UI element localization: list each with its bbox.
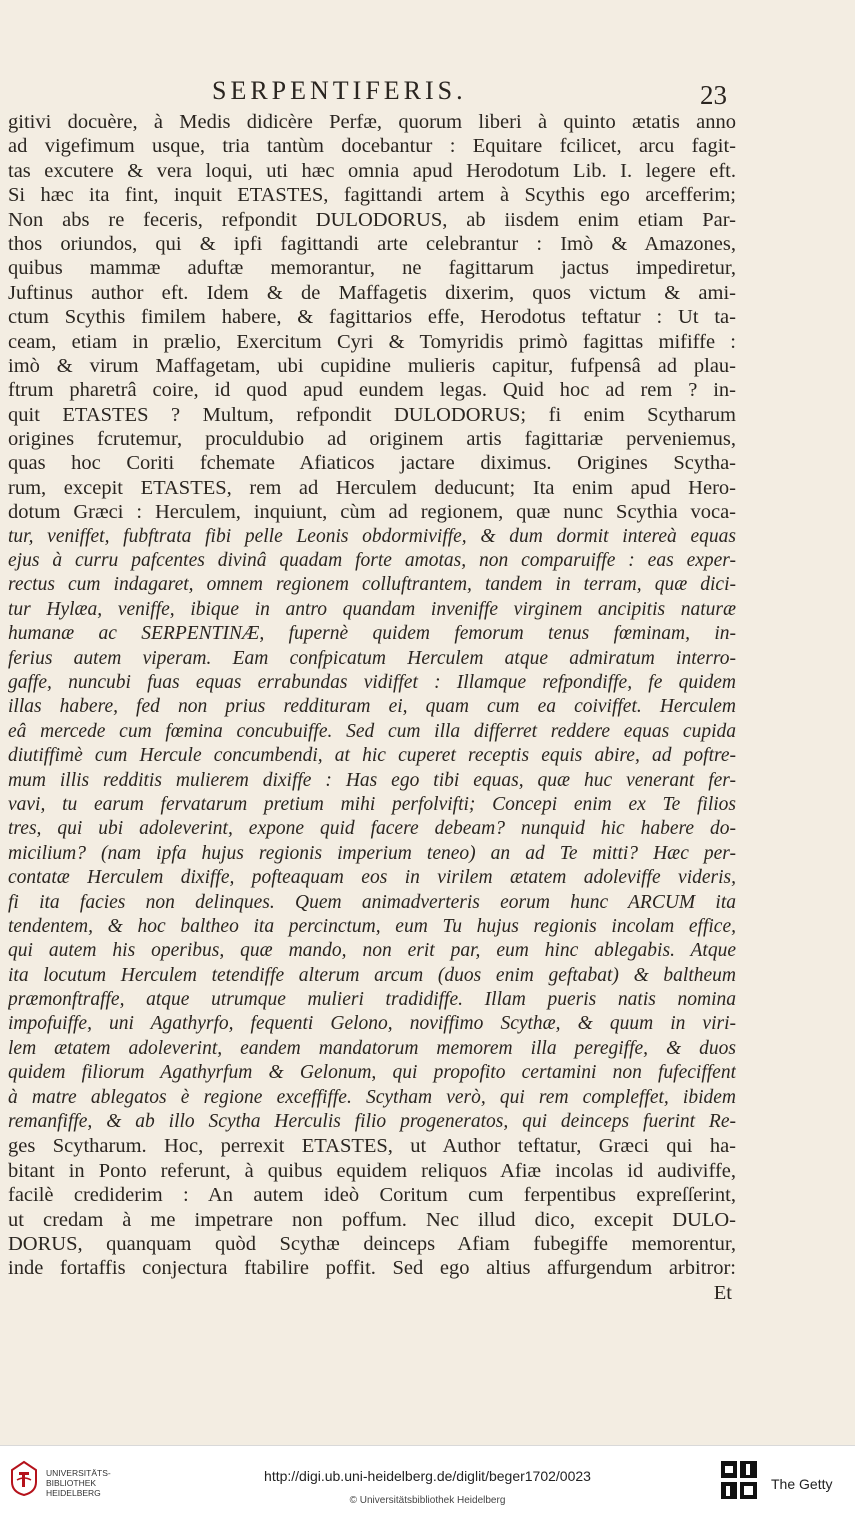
text-line: diutiffimè cum Hercule concumbendi, at hic cuperet receptis equis abire, ad poftre- — [8, 745, 736, 767]
text-line: thos oriundos, qui & ipfi fagittandi arte celebrantur : Imò & Amazones, — [8, 232, 736, 255]
text-line: DORUS, quanquam quòd Scythæ deinceps Afiam fubegiffe memorentur, — [8, 1232, 736, 1255]
text-line: quit ETASTES ? Multum, refpondit DULODORUS; fi enim Scytharum — [8, 403, 736, 426]
text-line: ferius autem viperam. Eam confpicatum Herculem atque admiratum interro- — [8, 647, 736, 669]
text-line: tas excutere & vera loqui, uti hæc omnia apud Herodotum Lib. I. legere eft. — [8, 159, 736, 182]
text-line: humanæ ac SERPENTINÆ, fupernè quidem femorum tenus fœminam, in- — [8, 623, 736, 645]
text-line: quas hoc Coriti fchemate Afiaticos jactare diximus. Origines Scytha- — [8, 452, 736, 475]
text-line: Non abs re feceris, refpondit DULODORUS, ab iisdem enim etiam Par- — [8, 208, 736, 231]
text-line: dotum Græci : Herculem, inquiunt, cùm ad regionem, quæ nunc Scythia voca- — [8, 501, 736, 524]
text-line: ad vigefimum usque, tria tantùm docebantur : Equitare fcilicet, arcu fagit- — [8, 135, 736, 158]
text-line: Juftinus author eft. Idem & de Maffagetis dixerim, quos victum & ami- — [8, 281, 736, 304]
text-line: fi ita facies non delinques. Quem animadverteris eorum hunc ARCUM ita — [8, 891, 736, 913]
institution-name: UNIVERSITÄTS- BIBLIOTHEK HEIDELBERG — [46, 1468, 111, 1498]
text-line: facilè crediderim : An autem ideò Coritum cum ferpentibus expreſſerint, — [8, 1184, 736, 1207]
text-line: inde fortaffis conjectura ftabilire poffit. Sed ego altius affurgendum arbitror: — [8, 1257, 736, 1280]
text-line: vavi, tu earum fervatarum pretium mihi perfolvifti; Concepi enim ex Te filios — [8, 793, 736, 815]
text-line: gaffe, nuncubi fuas equas errabundas vidiffet : Illamque refpondiffe, fe quidem — [8, 671, 736, 693]
text-line: mum illis redditis mulierem dixiffe : Has ego tibi equas, quæ huc venerant fer- — [8, 769, 736, 791]
text-line: tendentem, & hoc baltheo ita percinctum, eum Tu hujus regionis incolam effice, — [8, 915, 736, 937]
text-line: bitant in Ponto referunt, à quibus equidem reliquos Afiæ incolas id audiviffe, — [8, 1159, 736, 1182]
text-line: micilium? (nam ipfa hujus regionis imperium teneo) an ad Te mitti? Hæc per- — [8, 842, 736, 864]
text-line: eâ mercede cum fœmina concubuiffe. Sed cum illa differret reddere equas cupida — [8, 720, 736, 742]
copyright-notice: © Universitätsbibliothek Heidelberg — [349, 1495, 506, 1506]
text-line: qui autem his operibus, quæ mando, non erit par, eum hinc ablegabis. Atque — [8, 940, 736, 962]
text-line: ita locutum Herculem tetendiffe alterum arcum (duos enim geftabat) & baltheum — [8, 964, 736, 986]
partner-name: The Getty — [771, 1476, 833, 1492]
text-line: lem ætatem adoleverint, eandem mandatorum memorem illa peregiffe, & duos — [8, 1037, 736, 1059]
text-line: gitivi docuère, à Medis didicère Perfæ, quorum liberi à quinto ætatis anno — [8, 111, 736, 133]
text-line: rectus cum indagaret, omnem regionem colluftrantem, tandem in terram, quæ dici- — [8, 574, 736, 596]
text-line: ftrum pharetrâ coire, id quod apud eundem legas. Quid hoc ad rem ? in- — [8, 379, 736, 402]
text-line: tres, qui ubi adoleverint, expone quid facere debeam? nunquid hic habere do- — [8, 818, 736, 840]
text-line: à matre ablegatos è regione exceffiffe. Scytham verò, qui rem compleffet, ibidem — [8, 1086, 736, 1108]
text-line: contatæ Herculem dixiffe, pofteaquam eos in virilem ætatem adoleviffe videris, — [8, 867, 736, 889]
body-text — [8, 110, 736, 1305]
text-line: ctum Scythis fimilem habere, & fagittarios effe, Herodotus teftatur : Ut ta- — [8, 306, 736, 329]
permalink-url[interactable]: http://digi.ub.uni-heidelberg.de/diglit/beger1702/0023 — [264, 1468, 591, 1484]
text-line: ut credam à me impetrare non poffum. Nec illud dico, excepit DULO- — [8, 1208, 736, 1231]
text-line: tur Hylæa, veniffe, ibique in antro quandam inveniffe virginem ancipitis naturæ — [8, 598, 736, 620]
text-line: impofuiffe, uni Agathyrfo, fequenti Gelono, noviffimo Scythæ, & quum in viri- — [8, 1013, 736, 1035]
text-line: ceam, etiam in prælio, Exercitum Cyri & Tomyridis primò fagittas mififfe : — [8, 330, 736, 353]
viewer-footer — [0, 1445, 855, 1516]
catchword: Et — [713, 1281, 732, 1304]
text-line: Si hæc ita fint, inquit ETASTES, fagittandi artem à Scythis ego arcefferim; — [8, 184, 736, 207]
text-line: ejus à curru pafcentes divinâ quadam forte amotas, non comparuiffe : eas exper- — [8, 550, 736, 572]
text-line: rum, excepit ETASTES, rem ad Herculem deducunt; Ita enim apud Hero- — [8, 476, 736, 499]
text-line: imò & virum Maffagetam, ubi cupidine mulieris capitur, fufpensâ ad plau- — [8, 354, 736, 377]
page-header — [0, 76, 855, 110]
text-line: illas habere, fed non prius reddituram ei, quam cum ea coiviffet. Herculem — [8, 696, 736, 718]
text-line: quidem filiorum Agathyrfum & Gelonum, qui propofito certamini non fufeciffent — [8, 1062, 736, 1084]
running-title: SERPENTIFERIS. — [212, 76, 467, 105]
text-line: præmonftraffe, atque utrumque mulieri tradidiffe. Illam pueris natis nomina — [8, 989, 736, 1011]
page-number: 23 — [700, 80, 727, 110]
getty-logo-icon — [720, 1460, 758, 1500]
text-line: ges Scytharum. Hoc, perrexit ETASTES, ut Author teftatur, Græci qui ha- — [8, 1135, 736, 1158]
text-line: remanfiffe, & ab illo Scytha Herculis filio progeneratos, qui deinceps fuerint Re- — [8, 1111, 736, 1133]
text-line: quibus mammæ aduftæ memorantur, ne fagittarum jactus impediretur, — [8, 257, 736, 280]
text-line: tur, veniffet, fubftrata fibi pelle Leonis obdormiviffe, & dum dormit intereà equas — [8, 525, 736, 547]
text-line: origines fcrutemur, proculdubio ad originem artis fagittariæ perveniemus, — [8, 428, 736, 451]
